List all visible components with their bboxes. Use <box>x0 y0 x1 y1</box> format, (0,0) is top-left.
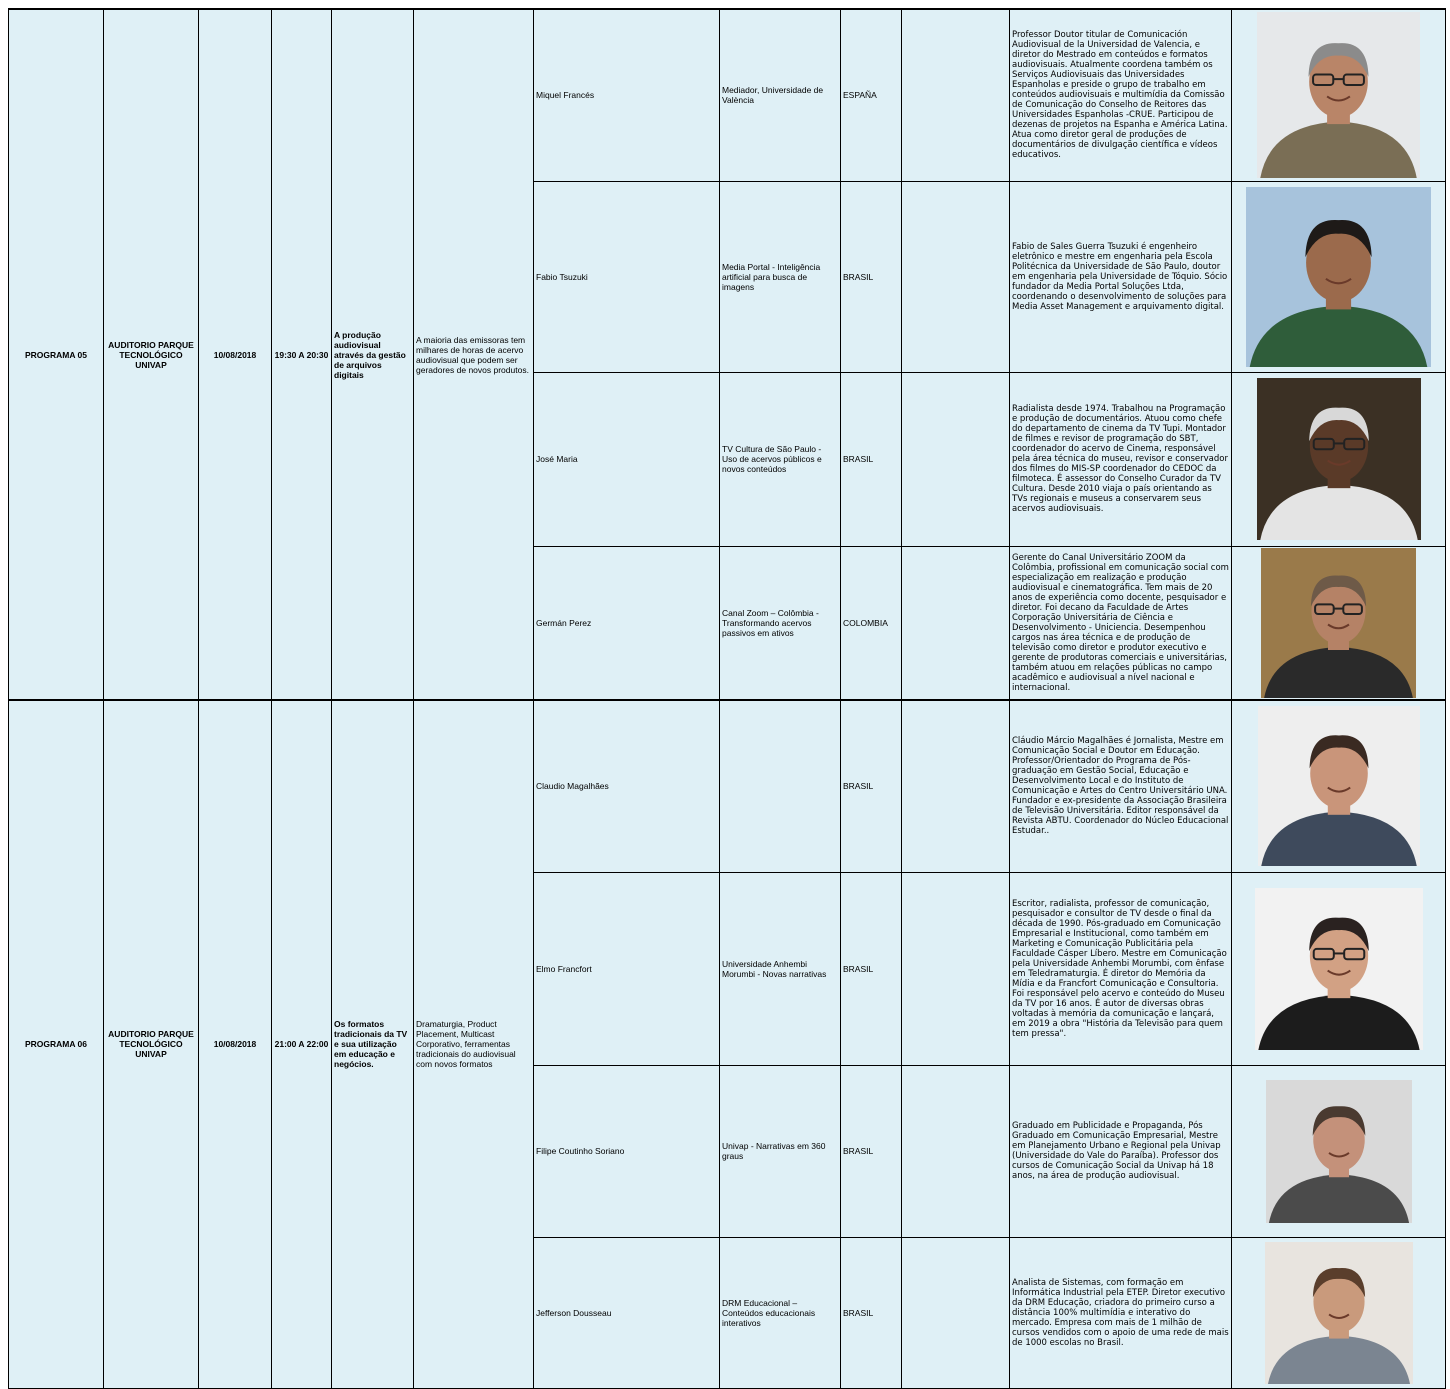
speaker-country: BRASIL <box>841 700 902 872</box>
speaker-photo-cell <box>1232 700 1446 872</box>
time-label: 21:00 A 22:00 <box>272 700 332 1388</box>
speaker-bio: Radialista desde 1974. Trabalhou na Programação e produção de documentários. Atuou como chefe do departamento de cinema da TV Tupi. Montador de filmes e revisor de programação do SBT, coordenador do acervo de Cinema, responsável pela área técnica do museu, revisor e conservador dos filmes do MIS-SP coordenador do CEDOC da filmoteca. É assessor do Conselho Curador da TV Cultura. Desde 2010 viaja o país orientando as TVs regionais e museus a conservarem seus acervos audiovisuais. <box>1010 372 1232 546</box>
speaker-photo-cell <box>1232 1065 1446 1237</box>
speaker-bio: Cláudio Márcio Magalhães é Jornalista, Mestre em Comunicação Social e Doutor em Educação. Professor/Orientador do Programa de Pós-graduação em Gestão Social, Educação e Desenvolvimento Local e do Instituto de Comunicação e Artes do Centro Universitário UNA. Fundador e ex-presidente da Associação Brasileira de Televisão Universitária. Editor responsável da Revista ABTU. Coordenador do Núcleo Educacional Estudar.. <box>1010 700 1232 872</box>
empty-cell <box>902 9 1010 181</box>
speaker-country: BRASIL <box>841 872 902 1065</box>
theme-label: A produção audiovisual através da gestão de arquivos digitais <box>332 9 414 700</box>
speaker-bio: Analista de Sistemas, com formação em Informática Industrial pela ETEP. Diretor executivo da DRM Educação, criadora do primeiro curso a distância 100% multimídia e interativo do mercado. Empresa com mais de 1 milhão de cursos vendidos com o apoio de uma rede de mais de 1000 escolas no Brasil. <box>1010 1237 1232 1388</box>
speaker-photo <box>1261 548 1416 698</box>
speaker-photo-cell <box>1232 546 1446 700</box>
empty-cell <box>902 181 1010 372</box>
empty-cell <box>902 1065 1010 1237</box>
speaker-name: Fabio Tsuzuki <box>534 181 720 372</box>
speaker-photo-cell <box>1232 372 1446 546</box>
empty-cell <box>902 372 1010 546</box>
speaker-role: Mediador, Universidade de València <box>720 9 841 181</box>
speaker-photo <box>1266 1080 1412 1223</box>
speaker-country: BRASIL <box>841 372 902 546</box>
speaker-photo-cell <box>1232 872 1446 1065</box>
speaker-bio: Graduado em Publicidade e Propaganda, Pós Graduado em Comunicação Empresarial, Mestre em Planejamento Urbano e Regional pela Univap (Universidade do Vale do Paraíba). Professor dos cursos de Comunicação Social da Univap há 18 anos, na área de produção audiovisual. <box>1010 1065 1232 1237</box>
date-label: 10/08/2018 <box>199 9 272 700</box>
theme-label: Os formatos tradicionais da TV e sua utilização em educação e negócios. <box>332 700 414 1388</box>
empty-cell <box>902 872 1010 1065</box>
time-label: 19:30 A 20:30 <box>272 9 332 700</box>
speaker-name: Elmo Francfort <box>534 872 720 1065</box>
speaker-photo <box>1257 378 1421 540</box>
table-row <box>9 9 1446 181</box>
speaker-role: DRM Educacional – Conteúdos educacionais interativos <box>720 1237 841 1388</box>
date-label: 10/08/2018 <box>199 700 272 1388</box>
speaker-bio: Gerente do Canal Universitário ZOOM da Colômbia, profissional em comunicação social com especialização em realização e produção audiovisual e cinematográfica. Tem mais de 20 anos de experiência como docente, pesquisador e diretor. Foi decano da Faculdade de Artes Corporação Universitária de Ciência e Desenvolvimento - Uniciencia. Desempenhou cargos nas área técnica e de produção de televisão como diretor e produtor executivo e gerente de produtoras comerciais e universitárias, também atuou em relações públicas no campo acadêmico e audiovisual a nível nacional e internacional. <box>1010 546 1232 700</box>
speaker-role: Universidade Anhembi Morumbi - Novas narrativas <box>720 872 841 1065</box>
speaker-photo <box>1257 12 1420 178</box>
speaker-name: Germán Perez <box>534 546 720 700</box>
speaker-bio: Fabio de Sales Guerra Tsuzuki é engenheiro eletrônico e mestre em engenharia pela Escola Politécnica da Universidade de São Paulo, doutor em engenharia pela Universidade de Tóquio. Sócio fundador da Media Portal Soluções Ltda, coordenando o desenvolvimento de soluções para Media Asset Management e arquivamento digital. <box>1010 181 1232 372</box>
speaker-name: Jefferson Dousseau <box>534 1237 720 1388</box>
speaker-role: Canal Zoom – Colômbia - Transformando acervos passivos em ativos <box>720 546 841 700</box>
venue-label: AUDITORIO PARQUE TECNOLÓGICO UNIVAP <box>104 9 199 700</box>
description-label: Dramaturgia, Product Placement, Multicast Corporativo, ferramentas tradicionais do audiovisual com novos formatos <box>414 700 534 1388</box>
schedule-table <box>8 8 1446 1389</box>
speaker-role: TV Cultura de São Paulo - Uso de acervos públicos e novos conteúdos <box>720 372 841 546</box>
speaker-photo <box>1255 888 1423 1050</box>
speaker-country: ESPAÑA <box>841 9 902 181</box>
empty-cell <box>902 1237 1010 1388</box>
speaker-photo <box>1265 1242 1413 1384</box>
speaker-photo <box>1258 706 1420 866</box>
empty-cell <box>902 700 1010 872</box>
speaker-role: Univap - Narrativas em 360 graus <box>720 1065 841 1237</box>
program-label: PROGRAMA 06 <box>9 700 104 1388</box>
speaker-name: Claudio Magalhães <box>534 700 720 872</box>
speaker-country: BRASIL <box>841 1237 902 1388</box>
speaker-photo-cell <box>1232 1237 1446 1388</box>
speaker-name: Filipe Coutinho Soriano <box>534 1065 720 1237</box>
speaker-country: BRASIL <box>841 1065 902 1237</box>
table-row <box>9 700 1446 872</box>
speaker-photo-cell <box>1232 9 1446 181</box>
speaker-bio: Professor Doutor titular de Comunicación Audiovisual de la Universidad de Valencia, e diretor do Mestrado em conteúdos e formatos audiovisuais. Atualmente coordena também os Serviços Audiovisuais das Universidades Espanholas e preside o grupo de trabalho em conteúdos audiovisuais e multimídia da Comissão de Comunicação do Conselho de Reitores das Universidades Espanholas -CRUE. Participou de dezenas de projetos na Espanha e América Latina. Atua como diretor geral de produções de documentários de divulgação científica e vídeos educativos. <box>1010 9 1232 181</box>
speaker-name: José Maria <box>534 372 720 546</box>
speaker-role <box>720 700 841 872</box>
speaker-bio: Escritor, radialista, professor de comunicação, pesquisador e consultor de TV desde o final da década de 1990. Pós-graduado em Comunicação Empresarial e Institucional, como também em Marketing e Comunicação Publicitária pela Faculdade Cásper Líbero. Mestre em Comunicação pela Universidade Anhembi Morumbi, com ênfase em Teledramaturgia. É diretor do Memória da Mídia e da Francfort Comunicação e Consultoria. Foi responsável pelo acervo e conteúdo do Museu da TV por 16 anos. É autor de diversas obras voltadas à memória da comunicação e lançará, em 2019 a obra "História da Televisão para quem tem pressa". <box>1010 872 1232 1065</box>
program-label: PROGRAMA 05 <box>9 9 104 700</box>
speaker-country: BRASIL <box>841 181 902 372</box>
venue-label: AUDITORIO PARQUE TECNOLÓGICO UNIVAP <box>104 700 199 1388</box>
speaker-country: COLOMBIA <box>841 546 902 700</box>
speaker-name: Miquel Francés <box>534 9 720 181</box>
speaker-photo <box>1246 187 1431 367</box>
description-label: A maioria das emissoras tem milhares de horas de acervo audiovisual que podem ser geradores de novos produtos. <box>414 9 534 700</box>
speaker-photo-cell <box>1232 181 1446 372</box>
empty-cell <box>902 546 1010 700</box>
speaker-role: Media Portal - Inteligência artificial para busca de imagens <box>720 181 841 372</box>
